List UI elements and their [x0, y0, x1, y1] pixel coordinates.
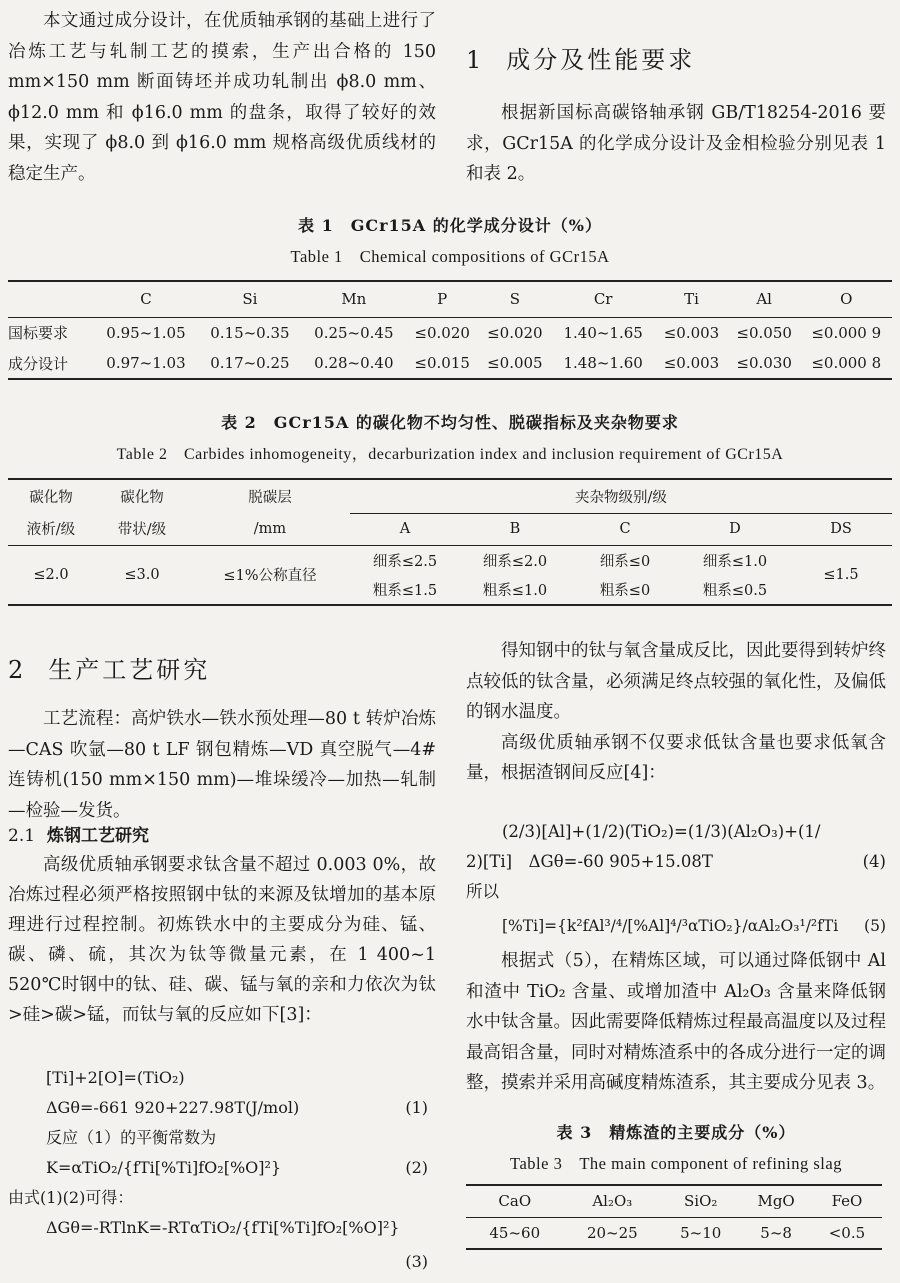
table-2-subheader: B	[509, 521, 521, 537]
table-3-cell: <0.5	[828, 1223, 866, 1242]
equation-3	[8, 1214, 428, 1242]
subsection-2-1-heading	[8, 822, 436, 850]
section-1-paragraph	[466, 98, 886, 190]
equation-3-number: (3)	[405, 1252, 428, 1271]
table-1-header: Si	[242, 290, 258, 309]
table-3-header: CaO	[498, 1192, 532, 1211]
table-1-header: Al	[756, 290, 772, 309]
equation-4a	[466, 818, 886, 846]
equations-left	[8, 1064, 428, 1276]
k-intro-text: 反应（1）的平衡常数为	[46, 1128, 217, 1147]
table-3-header: MgO	[757, 1192, 795, 1211]
table-1-cell: 1.48~1.60	[563, 354, 643, 372]
equation-3-number-line	[8, 1248, 428, 1276]
table-2-cell: ≤1%公称直径	[223, 568, 317, 585]
table-2-cell: ≤3.0	[124, 566, 160, 583]
table-1-cell: 1.40~1.65	[563, 323, 643, 342]
table-1-header: S	[509, 290, 520, 309]
table-1-cell: 0.28~0.40	[314, 354, 394, 372]
right-text-1: 得知钢中的钛与氧含量成反比，因此要得到转炉终点较低的钛含量，必须满足终点较强的氧化性，及偏低的钢水温度。	[466, 641, 886, 722]
equation-5-text: [%Ti]={k²fAl³/⁴/[%Al]⁴/³αTiO₂}/αAl₂O₃¹/²fTi	[502, 917, 839, 935]
table-2	[8, 478, 892, 606]
table-1-caption-en: Table 1 Chemical compositions of GCr15A	[290, 247, 610, 266]
table-row	[8, 545, 892, 575]
table-1-cell: ≤0.020	[414, 323, 470, 342]
table-1-header: Ti	[684, 290, 699, 309]
table-1	[8, 280, 892, 380]
table-2-header: 碳化物	[29, 490, 73, 506]
table-3-caption-en: Table 3 The main component of refining slag	[510, 1154, 842, 1173]
table-1-cell: 成分设计	[8, 354, 69, 373]
section-1-title: 成分及性能要求	[506, 46, 696, 74]
table-1-cell: ≤0.003	[663, 354, 720, 372]
table-1-header	[8, 281, 94, 317]
table-1-cell: 0.95~1.05	[106, 323, 186, 342]
intro-paragraph	[8, 6, 436, 189]
section-2-title: 生产工艺研究	[48, 656, 211, 684]
intro-text: 本文通过成分设计，在优质轴承钢的基础上进行了冶炼工艺与轧制工艺的摸索，生产出合格的 150 mm×150 mm 断面铸坯并成功轧制出 ϕ8.0 mm、ϕ12.0 mm 和 ϕ16.0 mm 的盘条，取得了较好的效果，实现了 ϕ8.0 到 ϕ16.0 mm 规格高级优质线材的稳定生产。	[8, 11, 436, 184]
table-1-cell: 0.15~0.35	[210, 323, 290, 342]
table-3-header-row	[466, 1185, 882, 1217]
table-1-cell: ≤0.005	[487, 354, 543, 372]
table-1-cell: ≤0.015	[414, 354, 470, 372]
table-2-subheader: A	[399, 521, 411, 537]
equation-5-number: (5)	[864, 917, 886, 935]
table-2-header: 脱碳层	[248, 490, 292, 506]
table-3-cell: 5~8	[760, 1223, 792, 1242]
equation-2-number: (2)	[405, 1158, 428, 1177]
table-1-cell: ≤0.050	[736, 323, 792, 342]
table-2-header-row-2	[8, 513, 892, 545]
table-2-cell: 细系≤2.5	[372, 553, 438, 570]
table-1-header: Mn	[341, 290, 367, 309]
section-1-heading	[466, 40, 886, 75]
table-3-cell: 20~25	[586, 1223, 638, 1242]
table-1-cell: ≤0.003	[663, 323, 720, 342]
table-3-header: SiO₂	[684, 1192, 718, 1211]
section-1-number: 1	[466, 46, 485, 74]
section-1-text: 根据新国标高碳铬轴承钢 GB/T18254-2016 要求，GCr15A 的化学成分设计及金相检验分别见表 1 和表 2。	[466, 103, 886, 184]
table-1-header: P	[437, 290, 448, 309]
table-3-header: FeO	[831, 1192, 863, 1211]
table-1-cell: 国标要求	[8, 324, 69, 343]
suoyi-line	[466, 878, 886, 906]
equation-4-number: (4)	[862, 852, 886, 871]
section-2-number: 2	[8, 656, 27, 684]
equation-5	[466, 912, 886, 940]
table-1-cell: ≤0.030	[736, 354, 792, 372]
table-2-cell: 细系≤0	[599, 553, 651, 570]
table-1-cell: ≤0.000 9	[811, 323, 882, 342]
right-text-2: 高级优质轴承钢不仅要求低钛含量也要求低氧含量，根据渣钢间反应[4]：	[466, 732, 886, 783]
section-2-heading	[8, 650, 436, 685]
equation-3-text: ΔGθ=-RTlnK=-RTαTiO₂/{fTi[%Ti]fO₂[%O]²}	[46, 1218, 400, 1237]
table-2-cell: 粗系≤0.5	[702, 583, 768, 599]
table-2-cell: 粗系≤0	[599, 583, 651, 599]
table-3-cell: 5~10	[680, 1223, 722, 1242]
table-row	[466, 1217, 882, 1249]
table-2-group-header: 夹杂物级别/级	[350, 479, 892, 513]
table-1-cell: 0.97~1.03	[106, 354, 186, 372]
table-row	[8, 348, 892, 379]
equation-1b-text: ΔGθ=-661 920+227.98T(J/mol)	[46, 1098, 300, 1117]
equation-from12	[8, 1184, 428, 1212]
table-1-cell: 0.25~0.45	[314, 323, 394, 342]
equation-1a-text: [Ti]+2[O]=(TiO₂)	[46, 1068, 185, 1087]
right-text-3: 根据式（5），在精炼区域，可以通过降低钢中 Al 和渣中 TiO₂ 含量、或增加渣中 Al₂O₃ 含量来降低钢水中钛含量。因此需要降低精炼过程最高温度以及过程最高铝含量，同时对精炼渣系中的各成分进行一定的调整，摸索并采用高碱度精炼渣系，其主要成分见表 3。	[466, 951, 886, 1093]
table-2-caption-cn: 表 2 GCr15A 的碳化物不均匀性、脱碳指标及夹杂物要求	[221, 413, 679, 432]
process-paragraph	[8, 704, 436, 826]
equation-4a-text: (2/3)[Al]+(1/2)(TiO₂)=(1/3)(Al₂O₃)+(1/	[502, 822, 821, 841]
steelmaking-paragraph	[8, 850, 436, 1030]
table-1-header: C	[140, 290, 152, 309]
equation-4b-text: 2)[Ti] ΔGθ=-60 905+15.08T	[466, 852, 713, 871]
table-3-header: Al₂O₃	[592, 1192, 633, 1211]
equation-1a	[8, 1064, 428, 1092]
table-3-cell: 45~60	[489, 1223, 541, 1242]
equation-1b	[8, 1094, 428, 1122]
table-1-cell: ≤0.000 8	[811, 354, 882, 372]
suoyi-text: 所以	[466, 882, 499, 901]
table-2-header: 带状/级	[117, 522, 167, 539]
right-paragraph-3	[466, 946, 886, 1099]
table-2-header: /mm	[253, 520, 287, 537]
table-3	[466, 1184, 882, 1250]
table-2-cell: ≤2.0	[33, 566, 69, 583]
table-2-cell: 粗系≤1.5	[372, 583, 438, 599]
equation-2-text: K=αTiO₂/{fTi[%Ti]fO₂[%O]²}	[46, 1158, 282, 1177]
table-1-header: Cr	[593, 290, 613, 309]
table-2-header: 碳化物	[120, 490, 164, 506]
table-3-caption-cn: 表 3 精炼渣的主要成分（%）	[556, 1123, 796, 1142]
table-1-cell: 0.17~0.25	[210, 354, 290, 372]
equations-right	[466, 818, 886, 940]
table-2-header-row-1	[8, 479, 892, 513]
table-2-cell: ≤1.5	[823, 566, 859, 583]
subsection-2-1-number: 2.1	[8, 826, 36, 846]
table-2-caption-en: Table 2 Carbides inhomogeneity，decarburization index and inclusion requirement of GCr15A	[116, 446, 784, 463]
right-paragraph-1	[466, 636, 886, 789]
table-1-caption-cn: 表 1 GCr15A 的化学成分设计（%）	[298, 216, 602, 235]
table-2-subheader: DS	[830, 521, 852, 537]
table-2-subheader: D	[729, 521, 741, 537]
table-2-cell: 细系≤2.0	[482, 553, 548, 570]
table-2-header: 液析/级	[26, 522, 76, 539]
table-2-cell: 粗系≤1.0	[482, 583, 548, 599]
table-2-subheader: C	[619, 521, 631, 537]
table-2-cell: 细系≤1.0	[702, 553, 768, 570]
table-1-cell: ≤0.020	[487, 323, 543, 342]
process-text: 工艺流程：高炉铁水—铁水预处理—80 t 转炉冶炼—CAS 吹氩—80 t LF 钢包精炼—VD 真空脱气—4# 连铸机(150 mm×150 mm)—堆垛缓冷—加热—轧制—检验—发货。	[8, 709, 436, 821]
equation-4b	[466, 848, 886, 876]
subsection-2-1-title: 炼钢工艺研究	[47, 826, 150, 846]
steelmaking-text: 高级优质轴承钢要求钛含量不超过 0.003 0%，故冶炼过程必须严格按照钢中钛的来源及钛增加的基本原理进行过程控制。初炼铁水中的主要成分为硅、锰、碳、磷、硫，其次为钛等微量元素，在 1 400~1 520℃时钢中的钛、硅、碳、锰与氧的亲和力依次为钛>硅>碳>锰，而钛与氧的反应如下[3]：	[8, 855, 436, 1025]
equation-1-number: (1)	[405, 1098, 428, 1117]
table-1-header: O	[840, 290, 853, 309]
table-1-header-row	[8, 281, 892, 317]
table-row	[8, 317, 892, 348]
equation-2	[8, 1154, 428, 1182]
equation-k-intro	[8, 1124, 428, 1152]
from12-text: 由式(1)(2)可得：	[8, 1188, 134, 1207]
